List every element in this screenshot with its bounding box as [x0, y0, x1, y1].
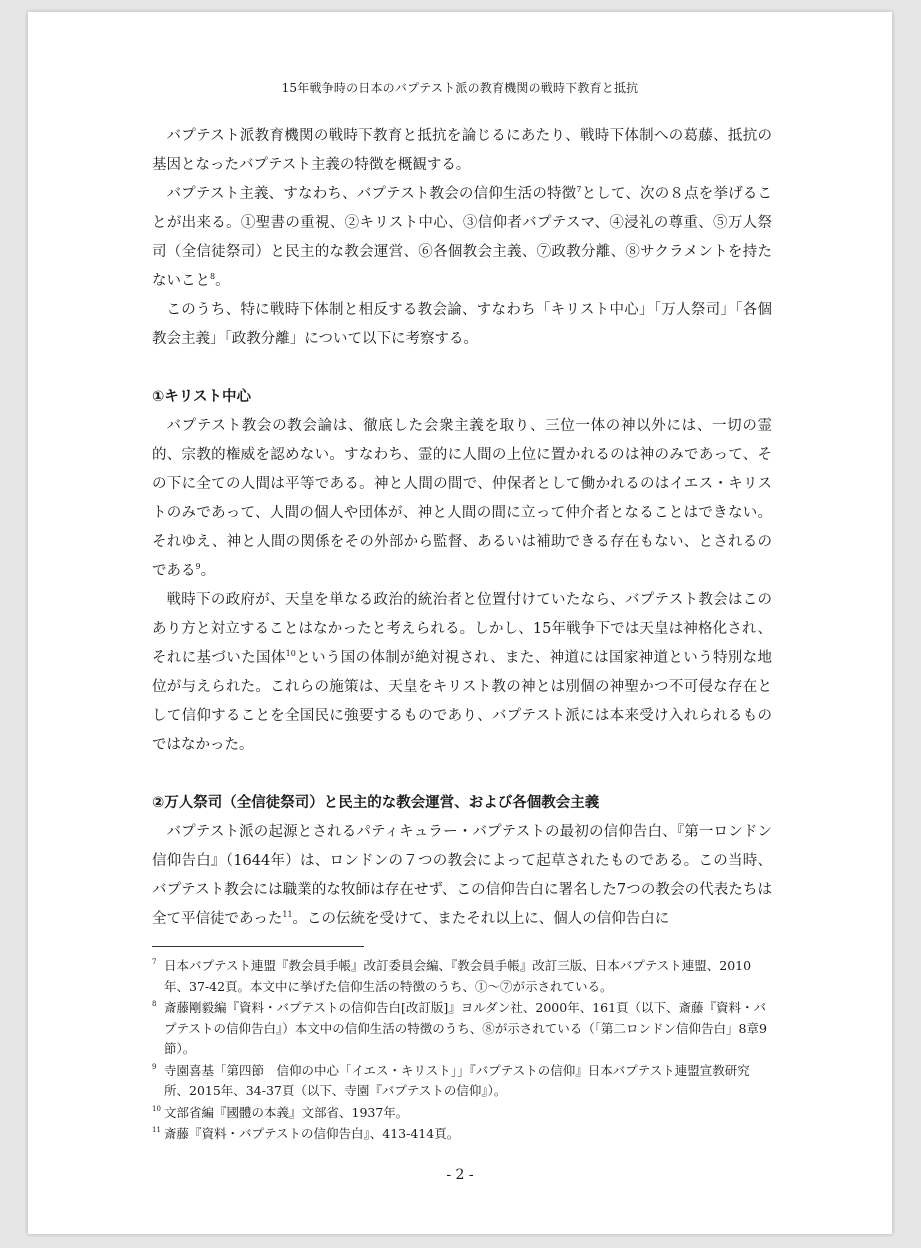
- footnote-text: 斎藤剛毅編『資料・バプテストの信仰告白[改訂版]』ヨルダン社、2000年、161頁（以下、斎藤『資料・バプテストの信仰告白』）本文中の信仰生活の特徴のうち、⑧が示されている（「第二ロンドン信仰告白」8章9節）。: [164, 1000, 767, 1056]
- footnote-number: 7: [152, 958, 157, 966]
- footnote-ref-7[interactable]: 7: [576, 185, 582, 195]
- footnote-text: 日本バプテスト連盟『教会員手帳』改訂委員会編、『教会員手帳』改訂三版、日本バプテスト連盟、2010年、37-42頁。本文中に挙げた信仰生活の特徴のうち、①〜⑦が示されている。: [164, 958, 752, 994]
- footnote-number: 10: [152, 1104, 161, 1113]
- footnote-ref-11[interactable]: 11: [282, 910, 293, 920]
- footnote-text: 斎藤『資料・バプテストの信仰告白』、413-414頁。: [164, 1126, 460, 1141]
- section-1-paragraph-2: [152, 586, 772, 760]
- intro-p2-text-b: として、次の８点を挙げることが出来る。①聖書の重視、②キリスト中心、③信仰者バプテスマ、④浸礼の尊重、⑤万人祭司（全信徒祭司）と民主的な教会運営、⑥各個教会主義、⑦政教分離、⑧サクラメントを持たないこと: [152, 186, 772, 289]
- s2-p1-text-a: バプテスト派の起源とされるパティキュラー・バプテストの最初の信仰告白、『第一ロンドン信仰告白』（1644年）は、ロンドンの７つの教会によって起草されたものである。この当時、バプテスト教会には職業的な牧師は存在せず、この信仰告白に署名した7つの教会の代表たちは全て平信徒であった: [152, 824, 772, 927]
- s2-p1-text-b: 。この伝統を受けて、またそれ以上に、個人の信仰告白に: [292, 911, 670, 927]
- footnote-number: 11: [152, 1126, 161, 1134]
- footnote-text: 寺園喜基「第四節 信仰の中心「イエス・キリスト」」『バプテストの信仰』日本バプテスト連盟宣教研究所、2015年、34-37頁（以下、寺園『バプテストの信仰』）。: [164, 1062, 750, 1098]
- intro-paragraph-3: このうち、特に戦時下体制と相反する教会論、すなわち「キリスト中心」「万人祭司」「各個教会主義」「政教分離」について以下に考察する。: [152, 302, 772, 347]
- running-header: 15年戦争時の日本のバプテスト派の教育機関の戦時下教育と抵抗: [281, 81, 639, 95]
- intro-p2-text-c: 。: [215, 273, 230, 289]
- section-spacer: [152, 760, 772, 789]
- footnote-ref-8[interactable]: 8: [210, 272, 216, 282]
- intro-p2-text-a: バプテスト主義、すなわち、バプテスト教会の信仰生活の特徴: [166, 186, 577, 202]
- section-2-paragraph-1: [152, 818, 772, 934]
- s1-p2-text-b: という国の体制が絶対視され、また、神道には国家神道という特別な地位が与えられた。これらの施策は、天皇をキリスト教の神とは別個の神聖かつ不可侵な存在として信仰することを全国民に強要するものであり、バプテスト派には本来受け入れられるものではなかった。: [152, 650, 772, 753]
- s1-p1-text-a: バプテスト教会の教会論は、徹底した会衆主義を取り、三位一体の神以外には、一切の霊的、宗教的権威を認めない。すなわち、霊的に人間の上位に置かれるのは神のみであって、その下に全ての人間は平等である。神と人間の間で、仲保者として働かれるのはイエス・キリストのみであって、人間の個人や団体が、神と人間の間に立って仲介者となることはできない。それゆえ、神と人間の関係をその外部から監督、あるいは補助できる存在もない、とされるのである: [152, 418, 772, 579]
- body-text: [152, 122, 772, 934]
- page-number: - 2 -: [446, 1167, 474, 1183]
- section-spacer: [152, 354, 772, 383]
- footnote-8: [152, 998, 772, 1060]
- footnote-ref-9[interactable]: 9: [195, 562, 201, 572]
- s1-p1-text-b: 。: [200, 563, 216, 579]
- footnotes: [152, 956, 772, 1146]
- intro-paragraph-2: [152, 180, 772, 296]
- footnote-text: 文部省編『國體の本義』文部省、1937年。: [164, 1104, 409, 1120]
- footnote-number: 8: [152, 1000, 157, 1008]
- footnote-10: [152, 1103, 772, 1124]
- intro-paragraph-1: バプテスト派教育機関の戦時下教育と抵抗を論じるにあたり、戦時下体制への葛藤、抵抗の基因となったバプテスト主義の特徴を概観する。: [152, 128, 772, 173]
- footnote-11: [152, 1124, 772, 1145]
- document-page: [28, 12, 892, 1234]
- footnote-number: 9: [152, 1062, 157, 1071]
- section-1-heading: ①キリスト中心: [152, 389, 251, 405]
- footnote-9: [152, 1061, 772, 1102]
- footnote-7: [152, 956, 772, 997]
- section-1-paragraph-1: [152, 412, 772, 586]
- footnote-separator: [152, 946, 364, 947]
- section-2-heading: ②万人祭司（全信徒祭司）と民主的な教会運営、および各個教会主義: [152, 795, 600, 811]
- s1-p2-text-a: 戦時下の政府が、天皇を単なる政治的統治者と位置付けていたなら、バプテスト教会はこのあり方と対立することはなかったと考えられる。しかし、15年戦争下では天皇は神格化され、それに基づいた国体: [152, 592, 772, 666]
- footnote-ref-10[interactable]: 10: [285, 649, 296, 659]
